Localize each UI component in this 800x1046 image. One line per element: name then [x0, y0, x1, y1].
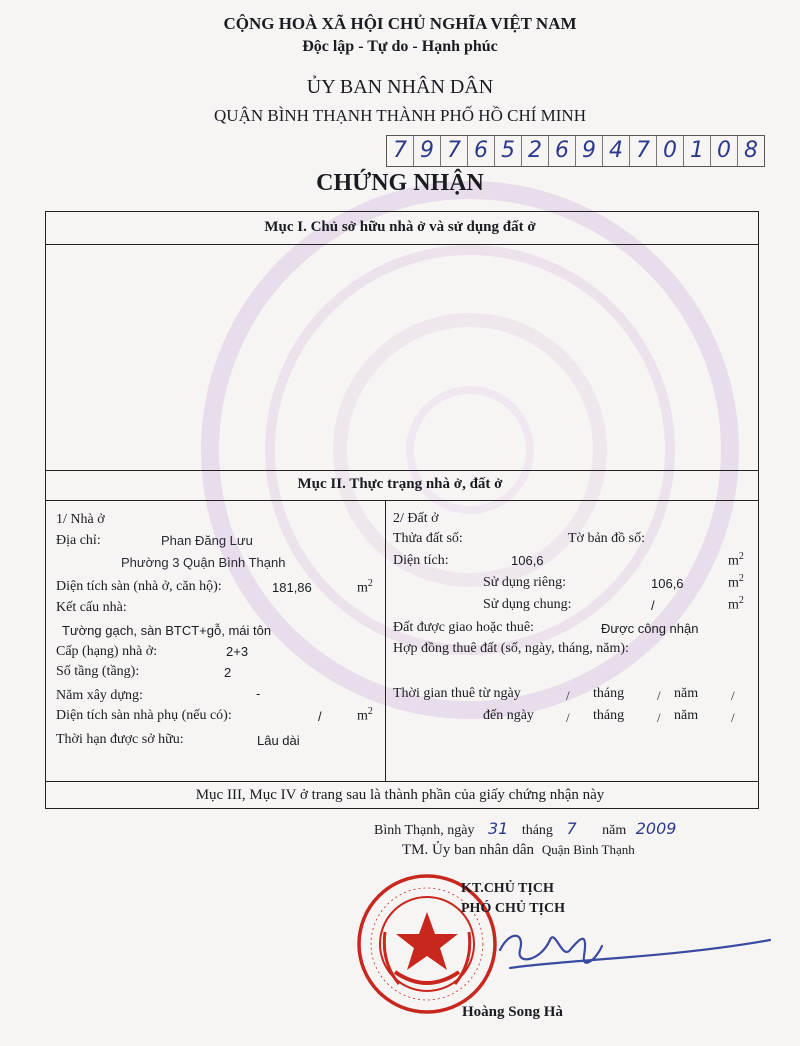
document-title: CHỨNG NHẬN — [316, 170, 484, 196]
serial-digit: 6 — [468, 136, 495, 166]
ownership-term-label: Thời hạn được sở hữu: — [56, 732, 184, 747]
construction-year-value: - — [256, 686, 261, 701]
serial-digit: 1 — [684, 136, 711, 166]
parcel-number-label: Thửa đất số: — [393, 531, 463, 546]
country-name: CỘNG HOÀ XÃ HỘI CHỦ NGHĨA VIỆT NAM — [223, 14, 577, 33]
allocation-label: Đất được giao hoặc thuê: — [393, 620, 534, 635]
issue-date: Bình Thạnh, ngày 31 tháng 7 năm 2009 — [374, 819, 677, 838]
serial-digit: 4 — [603, 136, 630, 166]
land-section-label: 2/ Đất ở — [393, 511, 439, 526]
divider — [45, 500, 758, 501]
issuing-authority: ỦY BAN NHÂN DÂN — [306, 76, 494, 98]
serial-digit: 7 — [441, 136, 468, 166]
on-behalf-of: TM. Ủy ban nhân dân Quận Bình Thạnh — [402, 842, 635, 858]
floor-area-unit: $m^2$ — [357, 578, 373, 596]
serial-digit: 7 — [387, 136, 414, 166]
address-line1: Phan Đăng Lưu — [161, 533, 253, 548]
private-use-unit: $m^2$ — [728, 573, 744, 591]
private-use-value: 106,6 — [651, 576, 684, 591]
signer-role-line2: PHÓ CHỦ TỊCH — [461, 901, 565, 916]
lease-from-month: / — [657, 688, 661, 703]
divider — [45, 244, 758, 245]
serial-digit: 2 — [522, 136, 549, 166]
land-area-label: Diện tích: — [393, 553, 449, 568]
serial-digit: 7 — [630, 136, 657, 166]
serial-digit: 5 — [495, 136, 522, 166]
structure-label: Kết cấu nhà: — [56, 600, 127, 615]
issue-place: Bình Thạnh — [374, 823, 441, 838]
divider — [45, 781, 758, 782]
address-label: Địa chỉ: — [56, 533, 101, 548]
signer-role-line1: KT.CHỦ TỊCH — [461, 881, 554, 896]
issue-month: 7 — [566, 819, 577, 838]
issue-year: 2009 — [635, 819, 677, 838]
floor-area-label: Diện tích sàn (nhà ở, căn hộ): — [56, 579, 222, 594]
serial-digit: 9 — [576, 136, 603, 166]
aux-area-label: Diện tích sàn nhà phụ (nếu có): — [56, 708, 232, 723]
lease-from-year: / — [731, 688, 735, 703]
structure-value: Tường gạch, sàn BTCT+gỗ, mái tôn — [62, 623, 272, 638]
shared-use-unit: $m^2$ — [728, 595, 744, 613]
lease-from-label: Thời gian thuê từ ngày — [393, 686, 521, 701]
floors-label: Số tầng (tầng): — [56, 664, 140, 679]
lease-to-year-label: năm — [674, 708, 699, 723]
lease-to-day: / — [566, 710, 570, 725]
private-use-label: Sử dụng riêng: — [483, 575, 567, 590]
handwritten-signature — [470, 910, 790, 990]
address-line2: Phường 3 Quận Bình Thạnh — [121, 555, 286, 570]
shared-use-value: / — [651, 598, 655, 613]
grade-value: 2+3 — [226, 644, 249, 659]
shared-use-label: Sử dụng chung: — [483, 597, 572, 612]
lease-from-year-label: năm — [674, 686, 699, 701]
lease-to-label: đến ngày — [483, 708, 534, 723]
grade-label: Cấp (hạng) nhà ở: — [56, 644, 158, 659]
column-divider — [385, 500, 386, 781]
issue-day: 31 — [487, 819, 509, 838]
house-section-label: 1/ Nhà ở — [56, 512, 105, 527]
issuing-district: QUẬN BÌNH THẠNH THÀNH PHỐ HỒ CHÍ MINH — [214, 106, 586, 125]
aux-area-unit: $m^2$ — [357, 706, 373, 724]
serial-digit: 8 — [744, 138, 758, 163]
lease-contract-label: Hợp đồng thuê đất (số, ngày, tháng, năm): — [393, 641, 629, 656]
national-motto: Độc lập - Tự do - Hạnh phúc — [302, 38, 498, 55]
map-sheet-label: Tờ bản đồ số: — [568, 531, 646, 546]
footer-note: Mục III, Mục IV ở trang sau là thành phần của giấy chứng nhận này — [195, 787, 605, 803]
ownership-term-value: Lâu dài — [257, 733, 300, 748]
serial-digit: 9 — [414, 136, 441, 166]
aux-area-value: / — [318, 709, 322, 724]
lease-from-day: / — [566, 688, 570, 703]
lease-to-month-label: tháng — [593, 708, 625, 723]
signer-name: Hoàng Song Hà — [462, 1004, 563, 1020]
floors-value: 2 — [224, 665, 232, 680]
land-area-unit: $m^2$ — [728, 551, 744, 569]
lease-to-month: / — [657, 710, 661, 725]
divider — [45, 470, 758, 471]
lease-from-month-label: tháng — [593, 686, 625, 701]
serial-digit: 0 — [657, 136, 684, 166]
certificate-serial-number — [386, 135, 765, 167]
serial-digit: 6 — [549, 136, 576, 166]
serial-digit: 0 — [711, 136, 738, 166]
allocation-value: Được công nhận — [601, 621, 699, 636]
floor-area-value: 181,86 — [272, 580, 312, 595]
lease-to-year: / — [731, 710, 735, 725]
construction-year-label: Năm xây dựng: — [56, 688, 143, 703]
land-area-value: 106,6 — [511, 553, 544, 568]
section1-heading: Mục I. Chủ sở hữu nhà ở và sử dụng đất ở — [264, 219, 536, 235]
section2-heading: Mục II. Thực trạng nhà ở, đất ở — [297, 476, 503, 492]
